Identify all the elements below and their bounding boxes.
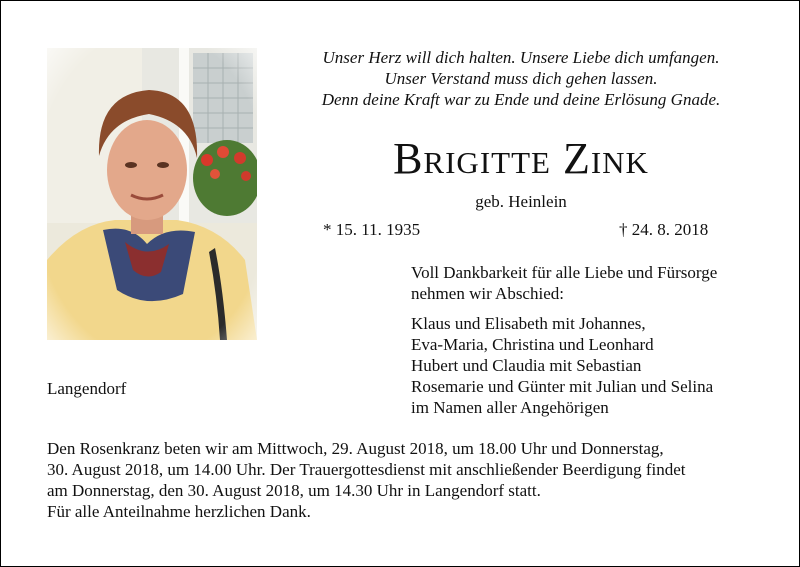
verse-line: Unser Verstand muss dich gehen lassen. [384,69,658,88]
place-name: Langendorf [47,379,127,398]
notice-line: 30. August 2018, um 14.00 Uhr. Der Trauergottesdienst mit anschließender Beerdigung findet [47,460,686,479]
thanks-line: Voll Dankbarkeit für alle Liebe und Fürsorge [411,263,718,282]
portrait-illustration [47,48,257,340]
notice-line: am Donnerstag, den 30. August 2018, um 14.30 Uhr in Langendorf statt. [47,481,541,500]
thanks-text [411,262,717,304]
mourner-line: Klaus und Elisabeth mit Johannes, [411,314,646,333]
mourner-line: Rosemarie und Günter mit Julian und Selina [411,377,714,396]
mourner-line: Eva-Maria, Christina und Leonhard [411,335,654,354]
verse-line: Denn deine Kraft war zu Ende und deine Erlösung Gnade. [321,90,721,109]
birth-date: * 15. 11. 1935 [323,220,421,239]
mourner-line: Hubert und Claudia mit Sebastian [411,356,642,375]
thanks-line: nehmen wir Abschied: [411,284,564,303]
deceased-name: Brigitte Zink [393,134,649,183]
notice-line: Den Rosenkranz beten wir am Mittwoch, 29. August 2018, um 18.00 Uhr und Donnerstag, [47,439,664,458]
notice-line: Für alle Anteilnahme herzlichen Dank. [47,502,311,521]
mourners-list [411,313,713,418]
service-notice [47,438,777,522]
mourner-line: im Namen aller Angehörigen [411,398,609,417]
memorial-verse [271,47,771,110]
death-date: † 24. 8. 2018 [619,220,709,239]
portrait-photo [47,48,257,340]
maiden-name: geb. Heinlein [475,192,567,211]
verse-line: Unser Herz will dich halten. Unsere Liebe dich umfangen. [322,48,720,67]
